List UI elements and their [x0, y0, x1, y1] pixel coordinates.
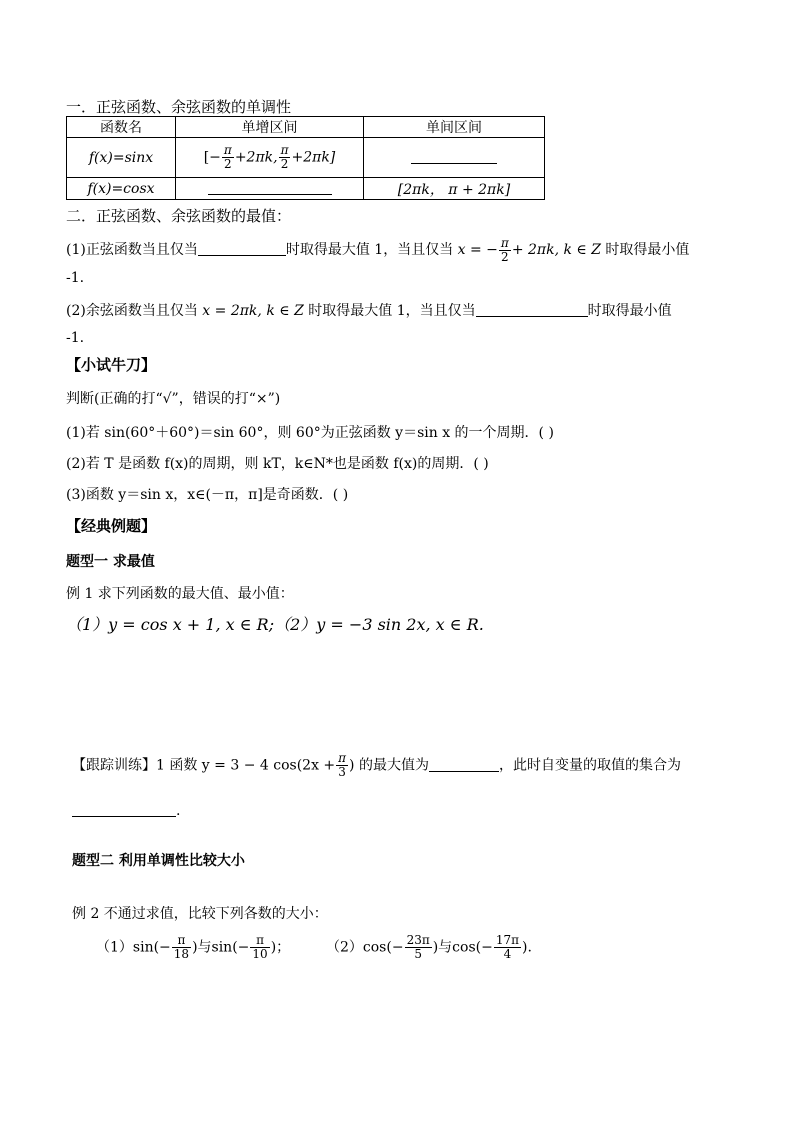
ex2-p2-c: ).: [521, 939, 532, 956]
line1-text-a: (1)正弦函数当且仅当: [66, 242, 198, 258]
track-text-b: ) 的最大值为: [349, 757, 429, 774]
fraction: [172, 934, 191, 961]
fraction: [222, 144, 234, 171]
frac-den: 4: [503, 947, 512, 961]
line1-math-b: + 2πk, k ∈ Z: [511, 242, 601, 258]
fraction: [336, 752, 348, 779]
frac-den: 5: [414, 947, 422, 961]
ex2-p2-b: )与cos(−: [432, 939, 493, 956]
answer-blank[interactable]: [476, 302, 588, 317]
header-increasing: 单增区间: [176, 117, 364, 138]
examples-title: 【经典例题】: [66, 517, 157, 535]
fraction: [499, 237, 511, 264]
row2-name: f(x)=cosx: [67, 178, 176, 200]
answer-blank[interactable]: [72, 802, 176, 817]
type2-heading: 题型二 利用单调性比较大小: [72, 853, 245, 869]
row2-increasing-blank[interactable]: [176, 178, 364, 200]
section2-title: 二．正弦函数、余弦函数的最值：: [66, 207, 292, 225]
fraction: [494, 934, 521, 961]
line2-text-c: 时取得最小值: [587, 303, 672, 319]
inc-mid: +2πk,: [234, 149, 278, 166]
row2-decreasing: [2πk， π + 2πk]: [364, 178, 545, 200]
frac-num: π: [280, 143, 289, 157]
fraction: [405, 934, 432, 961]
frac-den: 2: [501, 249, 509, 264]
type1-heading: 题型一 求最值: [66, 554, 155, 570]
frac-den: 2: [280, 157, 289, 171]
row1-name: f(x)=sinx: [67, 138, 176, 178]
quiz-q3: (3)函数 y＝sin x，x∈(－π，π]是奇函数．( ): [66, 487, 349, 503]
ex2-p1-c: )；: [270, 939, 291, 956]
quiz-q1: (1)若 sin(60°＋60°)＝sin 60°，则 60°为正弦函数 y＝sin x 的一个周期．( ): [66, 425, 554, 441]
ex2-p1-b: )与sin(−: [192, 939, 250, 956]
inc-prefix: [−: [203, 149, 221, 166]
example2-part1: [96, 934, 290, 961]
track-end: .: [176, 803, 181, 819]
tracking-answer-line: [72, 802, 180, 819]
line1-math-a: x = −: [457, 242, 498, 258]
line2-math: x = 2πk, k ∈ Z: [202, 303, 304, 319]
tracking-exercise: [72, 752, 681, 779]
track-text-c: ，此时自变量的取值的集合为: [498, 757, 681, 774]
ex2-p1-a: （1）sin(−: [96, 939, 171, 956]
frac-num: π: [338, 751, 347, 765]
frac-den: 2: [224, 157, 232, 171]
section2-line2-end: -1.: [66, 330, 85, 346]
quiz-title: 【小试牛刀】: [66, 356, 157, 374]
frac-num: 17π: [495, 933, 519, 947]
answer-blank[interactable]: [429, 757, 499, 772]
frac-den: 10: [252, 947, 268, 961]
answer-blank[interactable]: [198, 241, 286, 256]
quiz-intro: 判断(正确的打“√”，错误的打“×”): [66, 391, 281, 407]
fraction: [250, 934, 269, 961]
frac-num: π: [500, 235, 509, 250]
ex2-p2-a: （2）cos(−: [326, 939, 404, 956]
frac-num: π: [250, 934, 269, 948]
row1-increasing: [176, 138, 364, 178]
fraction: [279, 144, 291, 171]
example1-formula: （1）y = cos x + 1, x ∈ R;（2）y = −3 sin 2x, x ∈ R.: [66, 615, 484, 634]
example2-part2: [326, 934, 532, 961]
frac-num: π: [223, 143, 232, 157]
monotonicity-table: [66, 116, 545, 200]
example1-label: 例 1 求下列函数的最大值、最小值：: [66, 586, 294, 602]
example2-label: 例 2 不通过求值，比较下列各数的大小：: [72, 906, 328, 922]
line1-text-b: 时取得最大值 1，当且仅当: [285, 242, 454, 258]
section2-line1: [66, 233, 689, 267]
line1-text-c: 时取得最小值: [605, 242, 690, 258]
header-decreasing: 单间区间: [364, 117, 545, 138]
inc-suffix: +2πk]: [291, 149, 336, 166]
section2-line1-end: -1.: [66, 270, 85, 286]
frac-den: 3: [338, 765, 346, 779]
section2-line2: [66, 300, 672, 320]
frac-num: 23π: [406, 933, 430, 947]
line2-text-b: 时取得最大值 1，当且仅当: [308, 303, 476, 319]
line2-text-a: (2)余弦函数当且仅当: [66, 303, 198, 319]
track-text-a: 【跟踪训练】1 函数 y = 3 − 4 cos(2x +: [72, 757, 336, 774]
quiz-q2: (2)若 T 是函数 f(x)的周期，则 kT，k∈N*也是函数 f(x)的周期．( ): [66, 456, 489, 472]
frac-num: π: [172, 934, 191, 948]
section1-title: 一．正弦函数、余弦函数的单调性: [66, 98, 292, 116]
frac-den: 18: [173, 947, 190, 961]
header-function-name: 函数名: [67, 117, 176, 138]
row1-decreasing-blank[interactable]: [364, 138, 545, 178]
